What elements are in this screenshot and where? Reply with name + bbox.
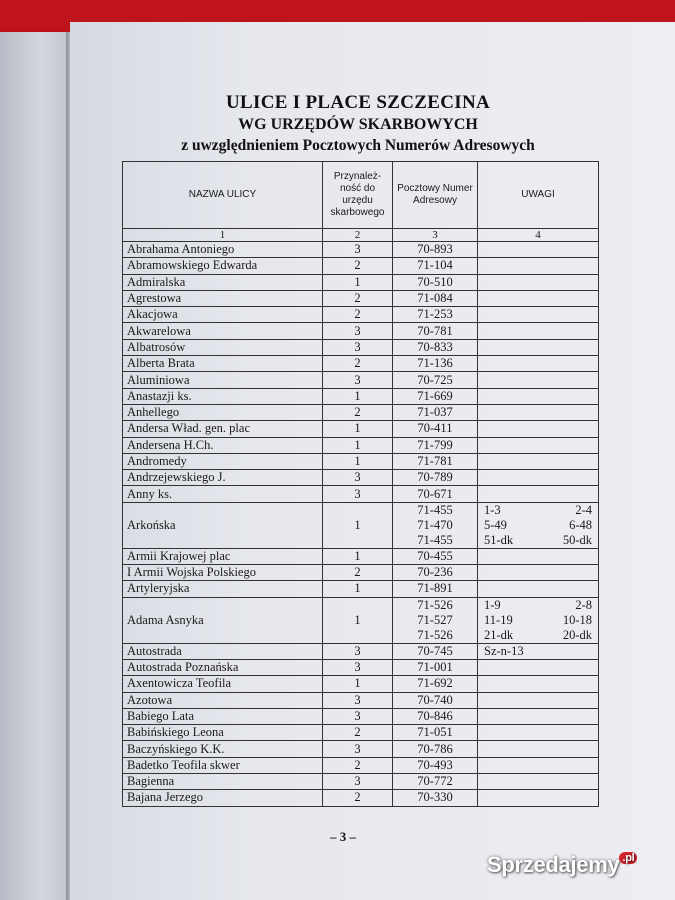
tax-office: 2 — [323, 356, 393, 372]
postal-code: 71-692 — [417, 676, 453, 691]
tax-office: 3 — [323, 486, 393, 502]
street-name: Anhellego — [123, 404, 323, 420]
postal-code-cell — [393, 274, 478, 290]
notes-cell — [478, 565, 599, 581]
note-odd-range: 51-dk — [484, 532, 514, 547]
street-name: Baczyńskiego K.K. — [123, 741, 323, 757]
postal-code-cell — [393, 486, 478, 502]
table-row — [123, 741, 599, 757]
street-name: Anny ks. — [123, 486, 323, 502]
postal-code: 70-671 — [417, 486, 453, 501]
table-row — [123, 565, 599, 581]
title-line-3: z uwzględnieniem Pocztowych Numerów Adresowych — [181, 137, 535, 154]
column-header-postal-code: Pocztowy Numer Adresowy — [393, 162, 478, 229]
notes-cell — [478, 790, 599, 806]
note-even-range: 10-18 — [562, 612, 592, 627]
column-number: 4 — [478, 229, 599, 242]
column-number: 3 — [393, 229, 478, 242]
note-odd-range: 11-19 — [484, 612, 513, 627]
street-name: I Armii Wojska Polskiego — [123, 565, 323, 581]
tax-office: 3 — [323, 323, 393, 339]
postal-code-cell — [393, 597, 478, 643]
tax-office: 1 — [323, 388, 393, 404]
table-row — [123, 290, 599, 306]
note-odd-range: 5-49 — [484, 517, 507, 532]
tax-office: 1 — [323, 597, 393, 643]
postal-code: 70-745 — [417, 643, 453, 658]
postal-code-cell — [393, 356, 478, 372]
postal-code: 71-891 — [417, 581, 453, 596]
postal-code: 70-510 — [417, 274, 453, 289]
postal-code: 70-786 — [417, 741, 453, 756]
document-title — [120, 92, 596, 157]
postal-code: 70-330 — [417, 790, 453, 805]
notes-cell — [478, 437, 599, 453]
column-number-row — [123, 229, 599, 242]
notes-cell — [478, 388, 599, 404]
column-header-name: NAZWA ULICY — [123, 162, 323, 229]
postal-code-cell — [393, 790, 478, 806]
table-row — [123, 790, 599, 806]
postal-code: 70-781 — [417, 323, 453, 338]
street-name: Agrestowa — [123, 290, 323, 306]
postal-code-cell — [393, 404, 478, 420]
table-header-row — [123, 162, 599, 229]
notes-cell — [478, 597, 599, 643]
notes-cell — [478, 404, 599, 420]
tax-office: 3 — [323, 659, 393, 675]
postal-code: 71-470 — [417, 517, 453, 532]
notes-cell — [478, 502, 599, 548]
street-name: Anastazji ks. — [123, 388, 323, 404]
postal-code: 70-740 — [417, 692, 453, 707]
postal-code-cell — [393, 339, 478, 355]
table-row — [123, 643, 599, 659]
postal-code-cell — [393, 502, 478, 548]
postal-code-cell — [393, 643, 478, 659]
postal-code-cell — [393, 757, 478, 773]
street-name: Andrzejewskiego J. — [123, 470, 323, 486]
tax-office: 2 — [323, 565, 393, 581]
postal-code: 70-846 — [417, 708, 453, 723]
table-row — [123, 388, 599, 404]
title-line-1: ULICE I PLACE SZCZECINA — [226, 92, 490, 113]
notes-cell — [478, 659, 599, 675]
table-row — [123, 356, 599, 372]
tax-office: 3 — [323, 692, 393, 708]
note-line — [484, 598, 592, 613]
postal-code: 71-001 — [417, 660, 453, 675]
postal-code: 70-493 — [417, 757, 453, 772]
table-row — [123, 453, 599, 469]
notes-cell — [478, 274, 599, 290]
note-line — [484, 628, 592, 643]
note-odd-range: 21-dk — [484, 627, 514, 642]
tax-office: 1 — [323, 502, 393, 548]
street-name: Azotowa — [123, 692, 323, 708]
tax-office: 2 — [323, 757, 393, 773]
table-row — [123, 274, 599, 290]
notes-cell — [478, 548, 599, 564]
table-row — [123, 659, 599, 675]
street-name: Akwarelowa — [123, 323, 323, 339]
note-odd-range: 1-9 — [484, 597, 501, 612]
tax-office: 2 — [323, 290, 393, 306]
notes-cell — [478, 372, 599, 388]
notes-cell — [478, 708, 599, 724]
notes-cell — [478, 470, 599, 486]
tax-office: 1 — [323, 581, 393, 597]
note-line — [484, 533, 592, 548]
postal-code: 70-772 — [417, 774, 453, 789]
tax-office: 1 — [323, 437, 393, 453]
postal-code-cell — [393, 453, 478, 469]
street-name: Babińskiego Leona — [123, 725, 323, 741]
tax-office: 2 — [323, 404, 393, 420]
tax-office: 3 — [323, 708, 393, 724]
street-name: Abramowskiego Edwarda — [123, 258, 323, 274]
street-name: Andersa Wład. gen. plac — [123, 421, 323, 437]
tax-office: 3 — [323, 774, 393, 790]
notes-cell — [478, 581, 599, 597]
note-even-range: 2-8 — [575, 597, 592, 612]
notes-cell — [478, 421, 599, 437]
watermark-tld: .pl — [619, 852, 637, 864]
tax-office: 3 — [323, 470, 393, 486]
tax-office: 2 — [323, 790, 393, 806]
notes-cell — [478, 323, 599, 339]
tax-office: 3 — [323, 339, 393, 355]
notes-cell — [478, 356, 599, 372]
table-row — [123, 581, 599, 597]
postal-code-cell — [393, 242, 478, 258]
postal-code: 71-527 — [417, 612, 453, 627]
postal-code: 70-455 — [417, 548, 453, 563]
postal-code-cell — [393, 548, 478, 564]
table-row — [123, 548, 599, 564]
postal-code-cell — [393, 372, 478, 388]
notes-cell — [478, 290, 599, 306]
street-name: Adama Asnyka — [123, 597, 323, 643]
postal-code: 71-037 — [417, 405, 453, 420]
street-name: Bajana Jerzego — [123, 790, 323, 806]
note-even-range: 2-4 — [575, 502, 592, 517]
street-name: Arkońska — [123, 502, 323, 548]
table-row — [123, 437, 599, 453]
tax-office: 3 — [323, 372, 393, 388]
street-name: Armii Krajowej plac — [123, 548, 323, 564]
postal-code-cell — [393, 565, 478, 581]
postal-code-cell — [393, 692, 478, 708]
note-line — [484, 518, 592, 533]
postal-code: 71-253 — [417, 307, 453, 322]
street-name: Akacjowa — [123, 307, 323, 323]
tax-office: 1 — [323, 453, 393, 469]
street-name: Andromedy — [123, 453, 323, 469]
page-number: – 3 – — [330, 829, 356, 844]
postal-code: 71-084 — [417, 291, 453, 306]
notes-cell — [478, 486, 599, 502]
tax-office: 1 — [323, 548, 393, 564]
watermark-brand: Sprzedajemy — [487, 852, 620, 877]
postal-code-cell — [393, 388, 478, 404]
table-row — [123, 421, 599, 437]
tax-office: 3 — [323, 643, 393, 659]
street-name: Albatrosów — [123, 339, 323, 355]
street-name: Abrahama Antoniego — [123, 242, 323, 258]
watermark-logo — [487, 852, 637, 878]
note-line — [484, 644, 592, 659]
tax-office: 1 — [323, 676, 393, 692]
notes-cell — [478, 692, 599, 708]
table-row — [123, 323, 599, 339]
postal-code: 70-236 — [417, 565, 453, 580]
street-name: Alberta Brata — [123, 356, 323, 372]
tax-office: 1 — [323, 421, 393, 437]
street-name: Babiego Lata — [123, 708, 323, 724]
table-row — [123, 242, 599, 258]
street-name: Axentowicza Teofila — [123, 676, 323, 692]
table-row — [123, 597, 599, 643]
postal-code-cell — [393, 741, 478, 757]
left-page — [0, 32, 70, 900]
postal-code-cell — [393, 307, 478, 323]
notes-cell — [478, 741, 599, 757]
street-name: Andersena H.Ch. — [123, 437, 323, 453]
postal-code: 70-725 — [417, 372, 453, 387]
notes-cell — [478, 307, 599, 323]
postal-code: 71-104 — [417, 258, 453, 273]
street-name: Artyleryjska — [123, 581, 323, 597]
column-header-office: Przynależ-ność do urzędu skarbowego — [323, 162, 393, 229]
postal-code-cell — [393, 323, 478, 339]
note-even-range: 20-dk — [562, 627, 592, 642]
note-even-range: 6-48 — [569, 517, 592, 532]
postal-code: 71-136 — [417, 356, 453, 371]
tax-office: 3 — [323, 242, 393, 258]
notes-cell — [478, 725, 599, 741]
tax-office: 1 — [323, 274, 393, 290]
tax-office: 2 — [323, 258, 393, 274]
table-row — [123, 404, 599, 420]
notes-cell — [478, 258, 599, 274]
postal-code: 71-455 — [417, 532, 453, 547]
notes-cell — [478, 676, 599, 692]
tax-office: 2 — [323, 307, 393, 323]
postal-code: 71-526 — [417, 597, 453, 612]
notes-cell — [478, 242, 599, 258]
table-row — [123, 486, 599, 502]
postal-code: 70-789 — [417, 470, 453, 485]
street-name: Badetko Teofila skwer — [123, 757, 323, 773]
tax-office: 3 — [323, 741, 393, 757]
street-name: Autostrada Poznańska — [123, 659, 323, 675]
note-even-range: 50-dk — [562, 532, 592, 547]
postal-code: 71-781 — [417, 454, 453, 468]
street-name: Bagienna — [123, 774, 323, 790]
street-name: Autostrada — [123, 643, 323, 659]
postal-code: 70-833 — [417, 339, 453, 354]
title-line-2: WG URZĘDÓW SKARBOWYCH — [238, 116, 478, 133]
table-row — [123, 307, 599, 323]
table-row — [123, 708, 599, 724]
notes-cell — [478, 643, 599, 659]
table-row — [123, 258, 599, 274]
postal-code: 71-669 — [417, 388, 453, 403]
postal-code: 70-411 — [417, 421, 453, 436]
postal-code: 71-799 — [417, 437, 453, 452]
column-number: 1 — [123, 229, 323, 242]
table-row — [123, 725, 599, 741]
table-row — [123, 774, 599, 790]
note-odd-range: 1-3 — [484, 502, 501, 517]
column-header-notes: UWAGI — [478, 162, 599, 229]
postal-code: 71-455 — [417, 502, 453, 517]
postal-code: 70-893 — [417, 242, 453, 257]
street-name: Aluminiowa — [123, 372, 323, 388]
notes-cell — [478, 339, 599, 355]
note-line — [484, 613, 592, 628]
postal-code-cell — [393, 659, 478, 675]
postal-code-cell — [393, 708, 478, 724]
table-row — [123, 676, 599, 692]
postal-code: 71-526 — [417, 627, 453, 642]
notes-cell — [478, 774, 599, 790]
notes-cell — [478, 453, 599, 469]
postal-code-cell — [393, 437, 478, 453]
table-row — [123, 757, 599, 773]
postal-code-cell — [393, 774, 478, 790]
notes-cell — [478, 757, 599, 773]
postal-code-cell — [393, 676, 478, 692]
tax-office: 2 — [323, 725, 393, 741]
streets-table — [122, 161, 599, 807]
note-odd-range: Sz-n-13 — [484, 643, 524, 658]
table-row — [123, 502, 599, 548]
postal-code-cell — [393, 725, 478, 741]
column-number: 2 — [323, 229, 393, 242]
postal-code-cell — [393, 421, 478, 437]
postal-code-cell — [393, 581, 478, 597]
postal-code: 71-051 — [417, 725, 453, 740]
note-line — [484, 503, 592, 518]
postal-code-cell — [393, 290, 478, 306]
table-row — [123, 470, 599, 486]
postal-code-cell — [393, 470, 478, 486]
street-name: Admiralska — [123, 274, 323, 290]
table-row — [123, 692, 599, 708]
table-row — [123, 372, 599, 388]
table-row — [123, 339, 599, 355]
postal-code-cell — [393, 258, 478, 274]
